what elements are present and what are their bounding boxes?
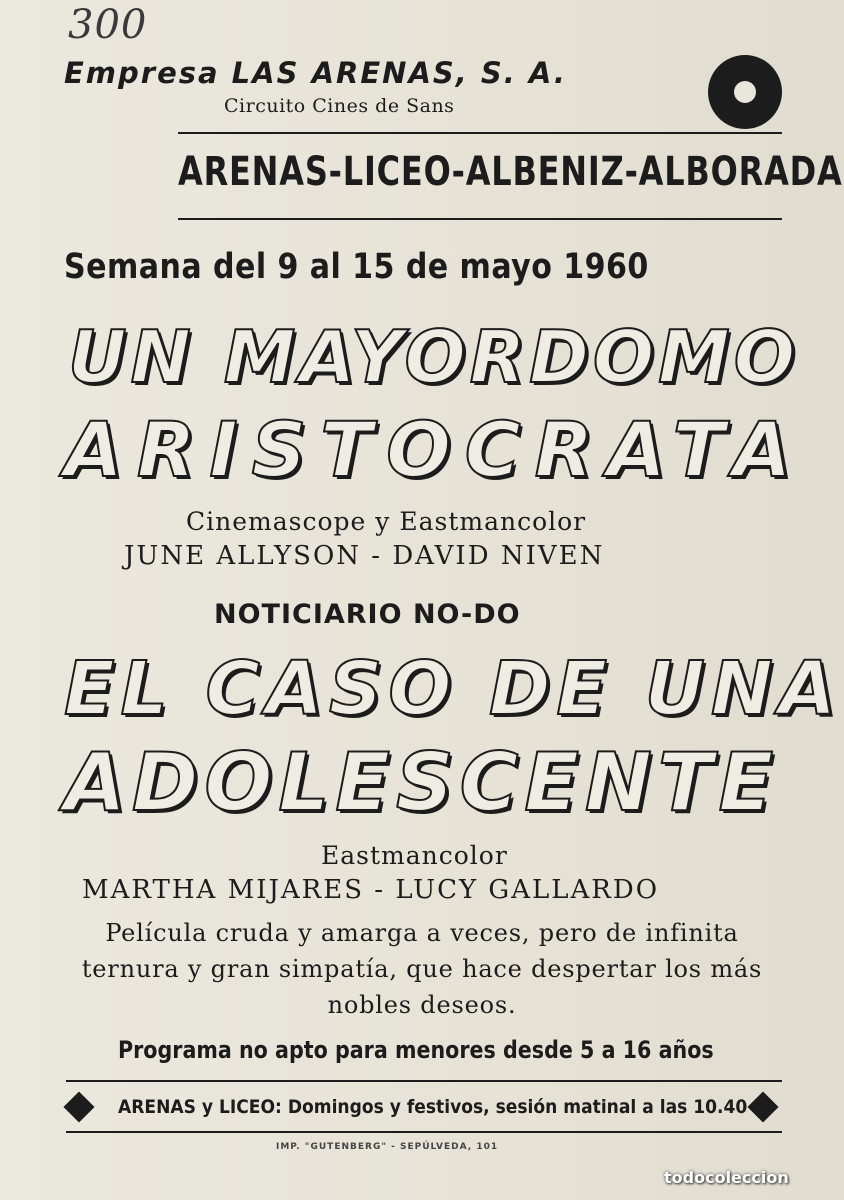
handwritten-note: 300 [68, 2, 148, 48]
film2-description: Película cruda y amarga a veces, pero de infinita ternura y gran simpatía, que hace despertar los más nobles deseos. [81, 919, 763, 1019]
circuit-name: Circuito Cines de Sans [224, 95, 455, 117]
film1-title-line1: UN MAYORDOMO [68, 315, 799, 399]
film1-format: Cinemascope y Eastmancolor [186, 507, 587, 536]
film2-title-line1: EL CASO DE UNA [64, 646, 843, 732]
cinema-liceo: LICEO [342, 149, 452, 195]
diamond-right-icon [747, 1091, 778, 1122]
cinema-list [178, 149, 843, 195]
watermark: todocoleccion [664, 1168, 789, 1187]
film1-cast: JUNE ALLYSON - DAVID NIVEN [124, 541, 605, 571]
session-times: ARENAS y LICEO: Domingos y festivos, sesión matinal a las 10.40 [118, 1096, 748, 1118]
divider [66, 1131, 782, 1133]
film2-format: Eastmancolor [321, 841, 508, 870]
cinema-alborada: ALBORADA [638, 149, 843, 195]
divider [178, 132, 782, 134]
week-dates: Semana del 9 al 15 de mayo 1960 [64, 247, 649, 287]
cinema-separator: - [624, 149, 639, 195]
divider [178, 218, 782, 220]
cinema-separator: - [451, 149, 466, 195]
company-name: Empresa LAS ARENAS, S. A. [64, 56, 567, 90]
cinema-albeniz: ALBENIZ [465, 149, 625, 195]
film2-cast: MARTHA MIJARES - LUCY GALLARDO [82, 875, 660, 905]
divider [66, 1080, 782, 1082]
printer-credit: IMP. "GUTENBERG" - SEPÚLVEDA, 101 [276, 1142, 499, 1152]
cinema-separator: - [328, 149, 343, 195]
cinema-arenas: ARENAS [178, 149, 329, 195]
age-rating: Programa no apto para menores desde 5 a 16 años [118, 1036, 714, 1064]
film2-title-line2: ADOLESCENTE [64, 736, 780, 829]
newsreel-label: NOTICIARIO NO-DO [214, 599, 521, 630]
film1-title-line2: ARISTOCRATA [64, 405, 806, 494]
circle-logo-icon [708, 55, 782, 129]
diamond-left-icon [63, 1091, 94, 1122]
